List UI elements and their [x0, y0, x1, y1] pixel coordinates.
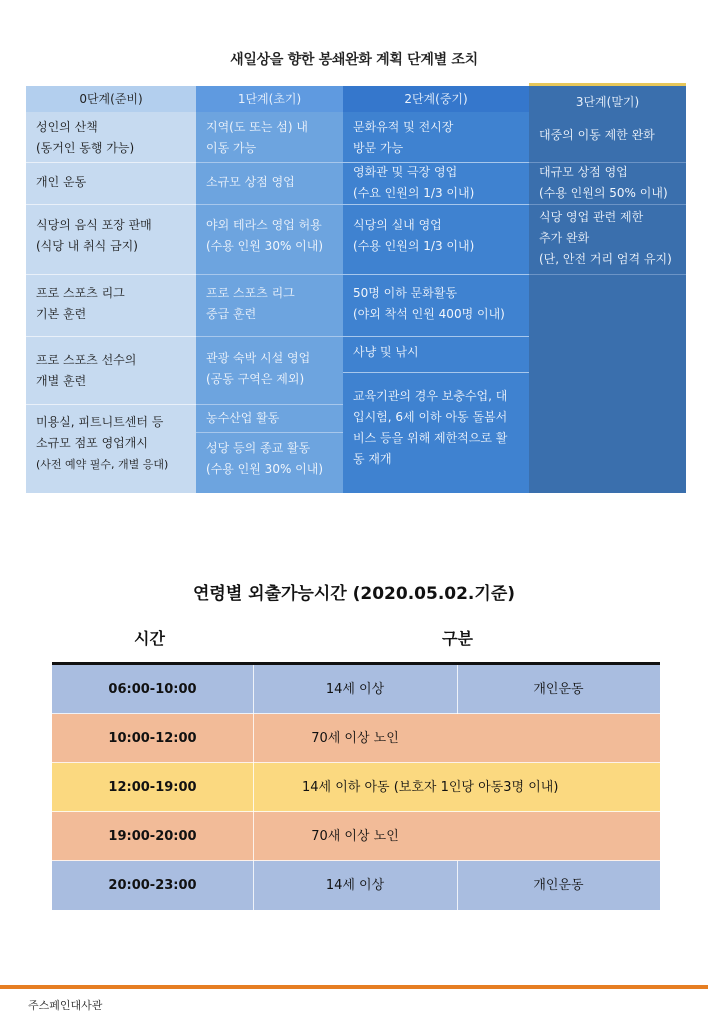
category-column-header: 구분 [442, 629, 473, 648]
eligible-group: 14세 이상 [325, 878, 385, 893]
phase-0-column [26, 86, 196, 493]
time-slot: 06:00-10:00 [108, 682, 197, 697]
row-divider [26, 404, 196, 405]
row-divider [529, 204, 686, 205]
eligible-group: 14세 이하 아동 (보호자 1인당 아동3명 이내) [302, 780, 559, 795]
phase-0-item: 프로 스포츠 선수의 개별 훈련 [36, 353, 137, 388]
row-divider [196, 432, 343, 433]
allowed-activity: 개인운동 [533, 878, 584, 893]
phase-1-item: 소규모 상점 영업 [206, 175, 295, 189]
time-slot: 12:00-19:00 [108, 780, 197, 795]
phase-1-header: 1단계(초기) [196, 86, 343, 112]
outing-hours-table [52, 662, 660, 913]
eligible-group: 70세 이상 노인 [311, 731, 399, 746]
phase-plan-title: 새일상을 향한 봉쇄완화 계획 단계별 조치 [230, 52, 478, 68]
phase-2-header: 2단계(중기) [343, 86, 529, 112]
phase-0-header: 0단계(준비) [26, 86, 196, 112]
row-divider [343, 336, 529, 337]
time-column-header: 시간 [134, 629, 165, 648]
row-divider [26, 336, 196, 337]
phase-3-header: 3단계(말기) [529, 83, 686, 115]
row-divider [196, 404, 343, 405]
hours-table-title: 연령별 외출가능시간 (2020.05.02.기준) [192, 584, 516, 604]
time-slot: 10:00-12:00 [108, 731, 197, 746]
phase-2-item: 문화유적 및 전시장 방문 가능 [353, 120, 454, 155]
phase-plan-table [26, 86, 686, 493]
phase-0-item-note: (사전 예약 필수, 개별 응대) [36, 458, 169, 471]
cell-divider [253, 763, 254, 812]
phase-1-column [196, 86, 343, 493]
phase-1-item: 농수산업 활동 [206, 411, 280, 425]
time-slot: 20:00-23:00 [108, 878, 197, 893]
row-divider [343, 204, 529, 205]
hours-row [52, 861, 660, 910]
row-divider [26, 204, 196, 205]
row-divider [26, 162, 196, 163]
phase-1-item: 성당 등의 종교 활동 (수용 인원 30% 이내) [206, 441, 324, 476]
phase-3-column [529, 86, 686, 493]
phase-2-item: 사냥 및 낚시 [353, 345, 419, 359]
row-divider [196, 274, 343, 275]
eligible-group: 14세 이상 [325, 682, 385, 697]
phase-3-item: 식당 영업 관련 제한 추가 완화 (단, 안전 거리 엄격 유지) [539, 210, 672, 266]
row-divider [196, 336, 343, 337]
hours-row [52, 812, 660, 861]
phase-3-item: 대규모 상점 영업 (수용 인원의 50% 이내) [539, 165, 668, 200]
row-divider [343, 372, 529, 373]
phase-1-item: 지역(도 또는 섬) 내 이동 가능 [206, 120, 308, 155]
eligible-group: 70새 이상 노인 [311, 829, 399, 844]
phase-1-item: 프로 스포츠 리그 중급 훈련 [206, 286, 295, 321]
phase-3-item: 대중의 이동 제한 완화 [539, 128, 655, 142]
phase-2-item: 교육기관의 경우 보충수업, 대 입시험, 6세 이하 아동 돌봄서 비스 등을 위해 제한적으로 활 동 재개 [353, 389, 508, 466]
phase-0-item: 미용실, 피트니트센터 등 소규모 점포 영업개시 [36, 415, 164, 450]
phase-0-item: 프로 스포츠 리그 기본 훈련 [36, 286, 125, 321]
hours-row [52, 665, 660, 714]
phase-1-item: 관광 숙박 시설 영업 (공동 구역은 제외) [206, 351, 311, 386]
row-divider [529, 274, 686, 275]
phase-0-item: 성인의 산책 (동거인 동행 가능) [36, 120, 135, 155]
row-divider [26, 274, 196, 275]
phase-2-item: 영화관 및 극장 영업 (수요 인원의 1/3 이내) [353, 165, 475, 200]
time-slot: 19:00-20:00 [108, 829, 197, 844]
phase-0-item: 개인 운동 [36, 175, 87, 189]
phase-2-column [343, 86, 529, 493]
footer-embassy-name: 주스페인대사관 [28, 999, 103, 1012]
row-divider [343, 274, 529, 275]
phase-0-item: 식당의 음식 포장 판매 (식당 내 취식 금지) [36, 218, 152, 253]
hours-row [52, 763, 660, 812]
phase-2-item: 식당의 실내 영업 (수용 인원의 1/3 이내) [353, 218, 475, 253]
row-divider [196, 162, 343, 163]
footer-accent-line [0, 985, 708, 989]
phase-2-item: 50명 이하 문화활동 (야외 착석 인원 400명 이내) [353, 286, 505, 321]
allowed-activity: 개인운동 [533, 682, 584, 697]
phase-1-item: 야외 테라스 영업 허용 (수용 인원 30% 이내) [206, 218, 324, 253]
row-divider [196, 204, 343, 205]
hours-row [52, 714, 660, 763]
